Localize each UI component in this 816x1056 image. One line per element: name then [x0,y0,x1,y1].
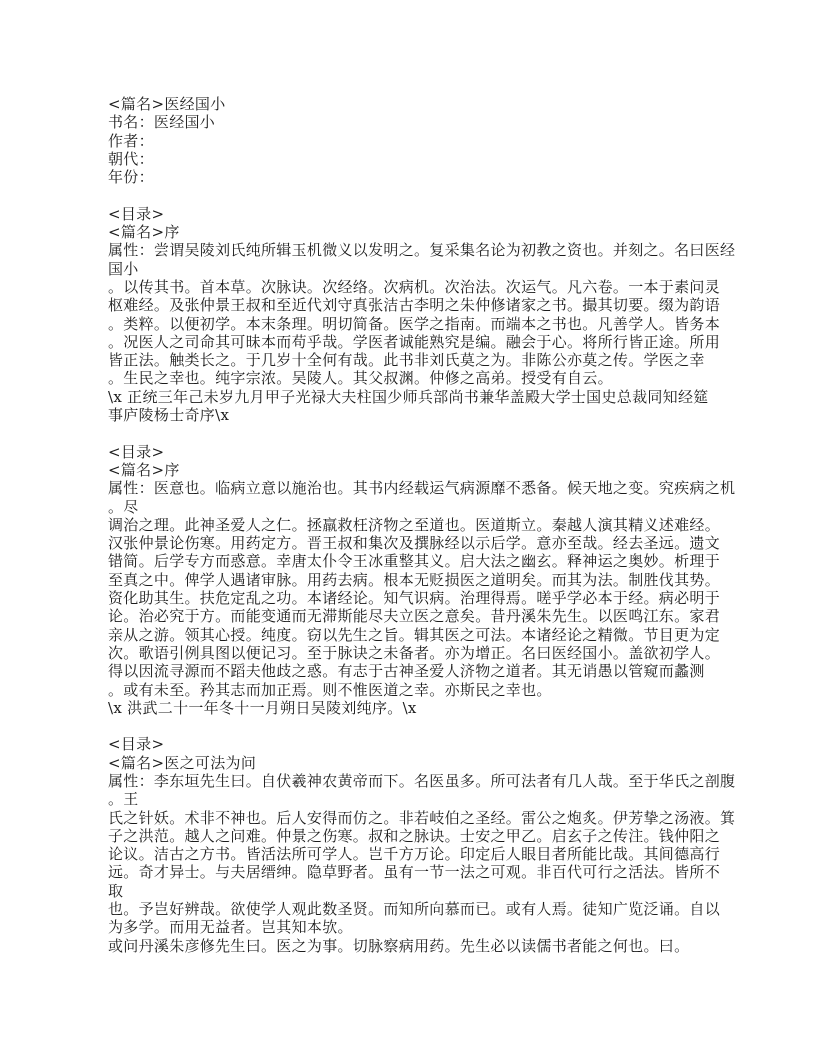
text-line: 属性：李东垣先生曰。自伏羲神农黄帝而下。名医虽多。所可法者有几人哉。至于华氏之剖腹 [108,771,736,790]
text-line: 得以因流寻源而不蹈夫他歧之惑。有志于古神圣爱人济物之道者。其无诮愚以管窥而蠡测 [108,662,705,681]
text-line: 事庐陵杨士奇序\x [108,406,230,425]
text-line: \x 洪武二十一年冬十一月朔日吴陵刘纯序。\x [108,698,417,717]
text-line: 亲从之游。领其心授。纯度。窃以先生之旨。辑其医之可法。本诸经论之精微。节目更为定 [108,625,721,644]
text-line: 。况医人之司命其可昧本而苟乎哉。学医者诚能熟究是编。融会于心。将所行皆正途。所用 [108,332,721,351]
document-lines [108,95,798,955]
blank-line [108,186,798,204]
text-line: 汉张仲景论伤寒。用药定方。晋王叔和集次及撰脉经以示后学。意亦至哉。经去圣远。遗文 [108,534,721,553]
text-line: 作者： [108,131,154,150]
text-line: 。生民之幸也。纯字宗浓。吴陵人。其父叔渊。仲修之高弟。授受有自云。 [108,369,613,388]
text-line: 年份： [108,168,154,187]
text-line: 。尽 [108,497,139,516]
text-line: <篇名>序 [108,460,180,479]
text-line: 资化助其生。扶危定乱之功。本诸经论。知气识病。治理得焉。嗟乎学必本于经。病必明于 [108,589,721,608]
text-line: <篇名>医之可法为问 [108,753,257,772]
text-line: 次。歌语引例具图以便记习。至于脉诀之未备者。亦为增正。名曰医经国小。盖欲初学人。 [108,643,721,662]
text-line: 国小 [108,259,139,278]
text-line: 。类粹。以便初学。本末条理。明切简备。医学之指南。而端本之书也。凡善学人。皆务本 [108,314,721,333]
text-line: 属性：尝谓吴陵刘氏纯所辑玉机微义以发明之。复采集名论为初教之资也。并刻之。名曰医经 [108,241,736,260]
text-line: <目录> [108,442,165,461]
blank-line [108,717,798,735]
text-line: 氏之针妖。术非不神也。后人安得而仿之。非若岐伯之圣经。雷公之炮炙。伊芳挚之汤液。箕 [108,808,736,827]
text-line: 论议。洁古之方书。皆活法所可学人。岂千方万论。印定后人眼目者所能比哉。其间德高行 [108,845,721,864]
text-line: 也。予岂好辨哉。欲使学人观此数圣贤。而知所向慕而已。或有人焉。徒知广览泛诵。自以 [108,900,721,919]
text-line: 枢难经。及张仲景王叔和至近代刘守真张洁古李明之朱仲修诸家之书。撮其切要。缀为韵语 [108,296,721,315]
text-line: 子之洪范。越人之问难。仲景之伤寒。叔和之脉诀。士安之甲乙。启玄子之传注。钱仲阳之 [108,826,721,845]
text-line: 为多学。而用无益者。岂其知本欤。 [108,918,353,937]
text-line: <目录> [108,204,165,223]
text-line: 论。治必究于方。而能变通而无滞斯能尽夫立医之意矣。昔丹溪朱先生。以医鸣江东。家君 [108,607,721,626]
text-line: 或问丹溪朱彦修先生曰。医之为事。切脉察病用药。先生必以读儒书者能之何也。曰。 [108,936,690,955]
text-line: 朝代： [108,149,154,168]
text-line: <篇名>序 [108,223,180,242]
text-line: \x 正统三年己未岁九月甲子光禄大夫柱国少师兵部尚书兼华盖殿大学士国史总裁同知经筵 [108,387,709,406]
text-line: 调治之理。此神圣爱人之仁。拯羸救枉济物之至道也。医道斯立。秦越人演其精义述难经。 [108,515,721,534]
text-line: 。或有未至。矜其志而加正焉。则不惟医道之幸。亦斯民之幸也。 [108,680,552,699]
text-line: 。以传其书。首本草。次脉诀。次经络。次病机。次治法。次运气。凡六卷。一本于素问灵 [108,277,721,296]
text-line: 至真之中。俾学人遇诸审脉。用药去病。根本无贬损医之道明矣。而其为法。制胜伐其势。 [108,570,721,589]
text-line: 属性：医意也。临病立意以施治也。其书内经载运气病源靡不悉备。候天地之变。究疾病之机 [108,479,736,498]
text-line: 错简。后学专方而惑意。幸唐太仆令王冰重整其义。启大法之幽玄。释神运之奥妙。析理于 [108,552,721,571]
text-line: 远。奇才异士。与夫居缙绅。隐草野者。虽有一节一法之可观。非百代可行之活法。皆所不 [108,863,721,882]
blank-line [108,424,798,442]
text-line: <目录> [108,735,165,754]
text-line: 取 [108,881,124,900]
text-line: 皆正法。触类长之。于几岁十全何有哉。此书非刘氏莫之为。非陈公亦莫之传。学医之幸 [108,351,705,370]
text-line: 。王 [108,790,139,809]
text-line: 书名：医经国小 [108,113,216,132]
text-line: <篇名>医经国小 [108,95,226,113]
